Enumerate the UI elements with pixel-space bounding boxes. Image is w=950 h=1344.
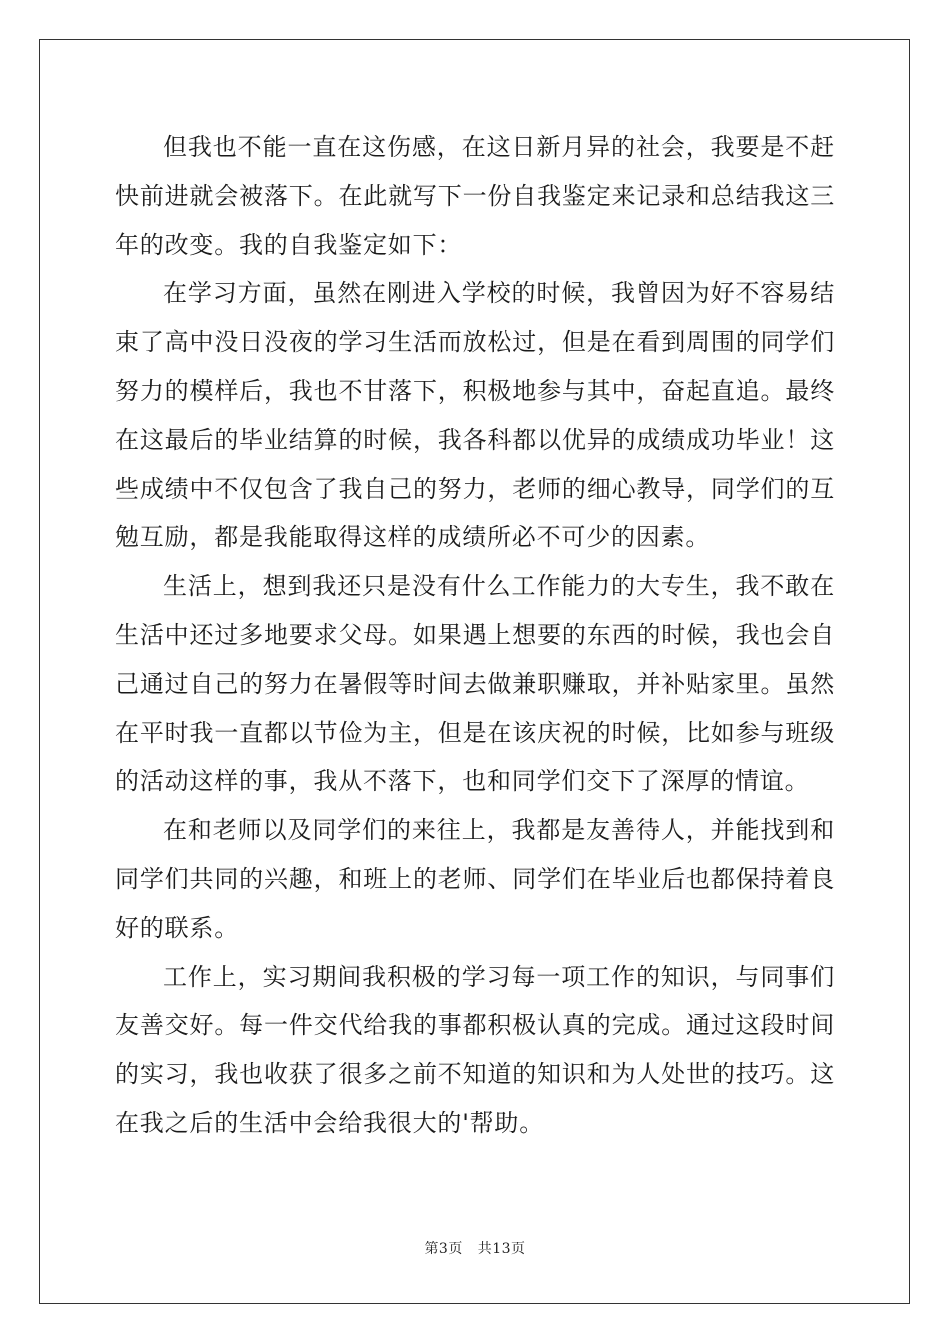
paragraph-1: 但我也不能一直在这伤感，在这日新月异的社会，我要是不赶快前进就会被落下。在此就写下一份自我鉴定来记录和总结我这三年的改变。我的自我鉴定如下： <box>115 133 835 259</box>
page-number-total: 共13页 <box>477 1241 526 1257</box>
paragraph-5: 工作上，实习期间我积极的学习每一项工作的知识，与同事们友善交好。每一件交代给我的事都积极认真的完成。通过这段时间的实习，我也收获了很多之前不知道的知识和为人处世的技巧。这在我之后的生活中会给我很大的'帮助。 <box>115 962 835 1137</box>
paragraph-4: 在和老师以及同学们的来往上，我都是友善待人，并能找到和同学们共同的兴趣，和班上的老师、同学们在毕业后也都保持着良好的联系。 <box>115 816 835 942</box>
document-body <box>115 123 835 1148</box>
paragraph-2: 在学习方面，虽然在刚进入学校的时候，我曾因为好不容易结束了高中没日没夜的学习生活而放松过，但是在看到周围的同学们努力的模样后，我也不甘落下，积极地参与其中，奋起直追。最终在这最后的毕业结算的时候，我各科都以优异的成绩成功毕业！这些成绩中不仅包含了我自己的努力，老师的细心教导，同学们的互勉互励，都是我能取得这样的成绩所必不可少的因素。 <box>115 279 835 552</box>
page-number-current: 第3页 <box>424 1241 463 1257</box>
paragraph-3: 生活上，想到我还只是没有什么工作能力的大专生，我不敢在生活中还过多地要求父母。如果遇上想要的东西的时候，我也会自己通过自己的努力在暑假等时间去做兼职赚取，并补贴家里。虽然在平时我一直都以节俭为主，但是在该庆祝的时候，比如参与班级的活动这样的事，我从不落下，也和同学们交下了深厚的情谊。 <box>115 572 835 796</box>
page-footer <box>0 1238 950 1258</box>
